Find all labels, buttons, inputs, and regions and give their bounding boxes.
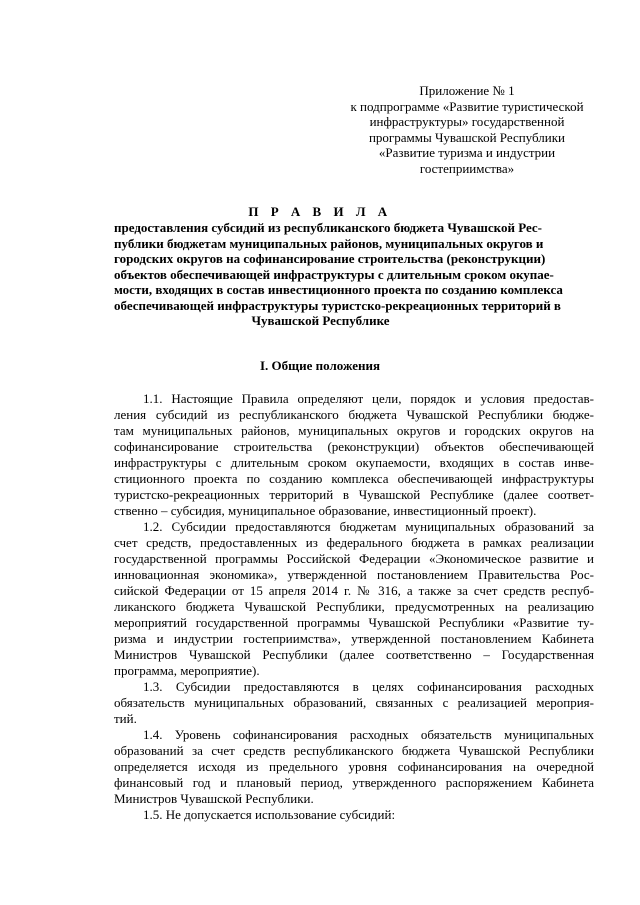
subtitle-line: предоставления субсидий из республиканского бюджета Чувашской Рес- xyxy=(114,220,543,235)
paragraph-line: инфраструктуры с длительным сроком окупаемости, входящих в состав инве- xyxy=(114,455,594,470)
subtitle-line: объектов обеспечивающей инфраструктуры с длительным сроком окупае- xyxy=(114,266,554,282)
appendix-header xyxy=(332,83,602,176)
subtitle-line: городских округов на софинансирование строительства (реконструкции) xyxy=(114,251,546,266)
paragraph-line: обязательств муниципальных образований, связанных с реализацией мероприя- xyxy=(114,695,594,710)
appendix-line: Приложение № 1 xyxy=(419,83,515,98)
paragraph-line: инновационная экономика», утвержденной постановлением Правительства Рос- xyxy=(114,567,594,582)
paragraph-line: Министров Чувашской Республики. xyxy=(114,791,314,806)
subtitle-line: Чувашской Республике xyxy=(251,313,390,328)
paragraph-line: ликанского бюджета Чувашской Республики, предусмотренных на реализацию xyxy=(114,599,594,614)
appendix-line: программы Чувашской Республики xyxy=(368,129,566,145)
paragraph-line: тий. xyxy=(114,711,137,726)
paragraph-line: там муниципальных районов, муниципальных округов и городских округов на xyxy=(114,423,594,438)
subtitle-line: публики бюджетам муниципальных районов, муниципальных округов и xyxy=(114,235,544,251)
appendix-line: к подпрограмме «Развитие туристической xyxy=(350,98,584,114)
paragraph-line: 1.3. Субсидии предоставляются в целях софинансирования расходных xyxy=(143,679,594,694)
appendix-line: гостеприимства» xyxy=(419,160,515,176)
paragraph-line: стиционного проекта по созданию комплекса обеспечивающей инфраструктуры xyxy=(114,471,594,486)
paragraph-line: счет средств, предоставленных из федерального бюджета в рамках реализации xyxy=(114,535,594,550)
subtitle-line: мости, входящих в состав инвестиционного проекта по созданию комплекса xyxy=(114,282,563,297)
paragraph-line: ственно – субсидия, муниципальное образование, инвестиционный проект). xyxy=(114,503,537,518)
subtitle-line: обеспечивающей инфраструктуры туристско-рекреационных территорий в xyxy=(114,297,561,313)
appendix-line: инфраструктуры» государственной xyxy=(369,114,565,129)
paragraph-line: 1.2. Субсидии предоставляются бюджетам муниципальных образований за xyxy=(143,519,594,534)
paragraph-line: Министров Чувашской Республики (далее соответственно – Государственная xyxy=(114,647,594,662)
document-title: П Р А В И Л А xyxy=(248,204,392,219)
paragraph-line: государственной программы Российской Федерации «Экономическое развитие и xyxy=(114,551,594,566)
paragraph-line: ления субсидий из республиканского бюджета Чувашской Республики бюдже- xyxy=(114,407,594,422)
document-subtitle xyxy=(114,220,563,329)
paragraph-line: 1.5. Не допускается использование субсидий: xyxy=(143,807,396,822)
paragraph-line: программа, мероприятие). xyxy=(114,663,260,678)
paragraph-line: образований за счет средств республиканского бюджета Чувашской Республики xyxy=(114,743,594,758)
paragraph-line: 1.1. Настоящие Правила определяют цели, порядок и условия предостав- xyxy=(143,391,594,406)
paragraph-line: финансовый год и плановый период, утвержденного распоряжением Кабинета xyxy=(114,775,594,790)
paragraph xyxy=(114,727,594,807)
paragraph xyxy=(114,679,594,727)
paragraph-line: определяется исходя из предельного уровня софинансирования на очередной xyxy=(114,759,594,774)
paragraph-line: ризма и индустрии гостеприимства», утвержденной постановлением Кабинета xyxy=(114,631,594,646)
document-body xyxy=(114,391,594,823)
paragraph xyxy=(114,391,594,519)
paragraph-line: 1.4. Уровень софинансирования расходных обязательств муниципальных xyxy=(143,727,594,742)
paragraph-line: туристско-рекреационных территорий в Чувашской Республике (далее соответ- xyxy=(114,487,594,502)
paragraph-line: сийской Федерации от 15 апреля 2014 г. № 316, а также за счет средств респуб- xyxy=(114,583,594,598)
paragraph-line: мероприятий государственной программы Чувашской Республики «Развитие ту- xyxy=(114,615,594,630)
paragraph-line: софинансирование строительства (реконструкции) объектов обеспечивающей xyxy=(114,439,594,454)
section-heading: I. Общие положения xyxy=(260,358,380,373)
appendix-line: «Развитие туризма и индустрии xyxy=(378,145,556,160)
paragraph xyxy=(114,807,594,823)
paragraph xyxy=(114,519,594,679)
